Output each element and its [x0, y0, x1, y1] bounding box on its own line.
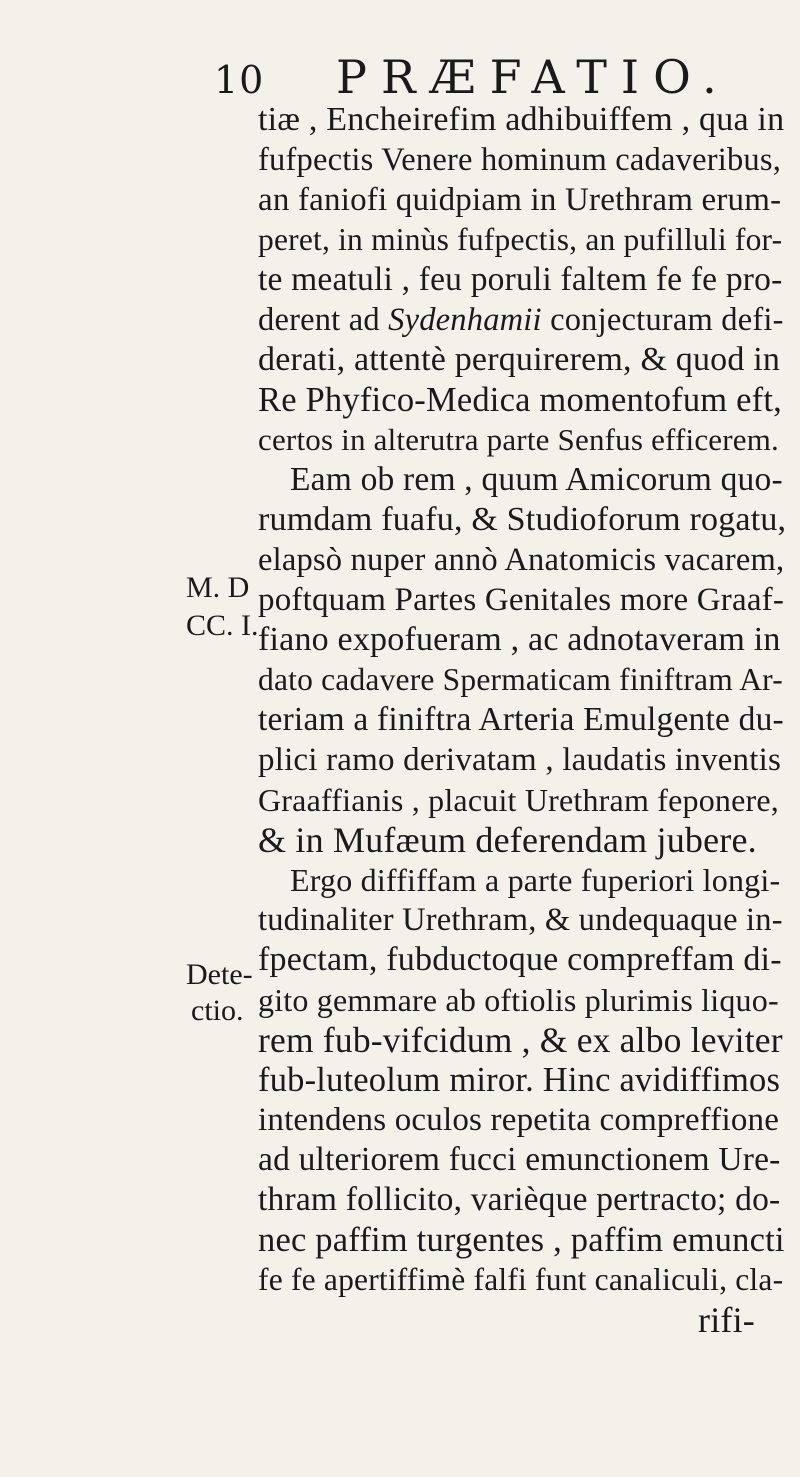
text-line: Eam ob rem , quum Amicorum quo-: [290, 461, 783, 498]
text-line: te meatuli , feu poruli faltem fe fe pro-: [258, 261, 783, 298]
text-line: peret, in minùs fufpectis, an pufilluli for-: [258, 222, 783, 257]
text-line: Graaffianis , placuit Urethram feponere,: [258, 782, 779, 818]
text-line: fe fe apertiffimè falfi funt canaliculi, cla-: [258, 1262, 784, 1297]
text-line: elapsò nuper annò Anatomicis vacarem,: [258, 542, 785, 578]
text-segment: derent ad: [258, 302, 380, 338]
text-line: plici ramo derivatam , laudatis inventis: [258, 742, 782, 778]
text-line: fufpectis Venere hominum cadaveribus,: [258, 142, 782, 178]
text-line: Ergo diffiffam a parte fuperiori longi-: [290, 862, 781, 898]
text-line: rem fub-vifcidum , & ex albo leviter: [258, 1020, 783, 1060]
margin-note-md: M. D: [186, 571, 250, 604]
text-line: gito gemmare ab oftiolis plurimis liquo-: [258, 982, 779, 1018]
running-head: PRÆFATIO.: [336, 50, 731, 104]
text-line: rumdam fuafu, & Studioforum rogatu,: [258, 501, 787, 538]
text-line: thram follicito, varièque pertracto; do-: [258, 1181, 781, 1218]
text-line: [258, 300, 784, 340]
text-line: certos in alterutra parte Senfus efficerem.: [258, 422, 780, 457]
margin-note-dete: Dete-: [186, 958, 253, 991]
text-line: tudinaliter Urethram, & undequaque in-: [258, 902, 783, 938]
text-line: & in Mufæum deferendam jubere.: [258, 820, 757, 860]
text-line: dato cadavere Spermaticam finiftram Ar-: [258, 662, 783, 697]
text-line: nec paffim turgentes , paffim emuncti: [258, 1221, 785, 1259]
text-line: ad ulteriorem fucci emunctionem Ure-: [258, 1141, 781, 1178]
margin-note-ctio: ctio.: [191, 994, 244, 1027]
text-line: teriam a finiftra Arteria Emulgente du-: [258, 701, 784, 738]
margin-note-cc: CC. I.: [186, 609, 259, 642]
page-number: 10: [214, 58, 265, 102]
text-line: intendens oculos repetita compreffione: [258, 1102, 780, 1138]
text-line: Re Phyfico-Medica momentofum eft,: [258, 381, 782, 419]
text-segment: conjecturam defi-: [550, 302, 784, 338]
text-line: fpectam, fubductoque compreffam di-: [258, 941, 782, 978]
text-line: an faniofi quidpiam in Urethram erum-: [258, 182, 782, 218]
text-line: fiano expofueram , ac adnotaveram in: [258, 621, 781, 658]
italic-name: Sydenhamii: [388, 302, 542, 338]
text-line: tiæ , Encheirefim adhibuiffem , qua in: [258, 101, 785, 138]
catchword: rifi-: [698, 1300, 755, 1340]
text-line: derati, attentè perquirerem, & quod in: [258, 341, 781, 378]
text-line: fub-luteolum miror. Hinc avidiffimos: [258, 1061, 781, 1099]
text-line: poftquam Partes Genitales more Graaf-: [258, 582, 785, 618]
